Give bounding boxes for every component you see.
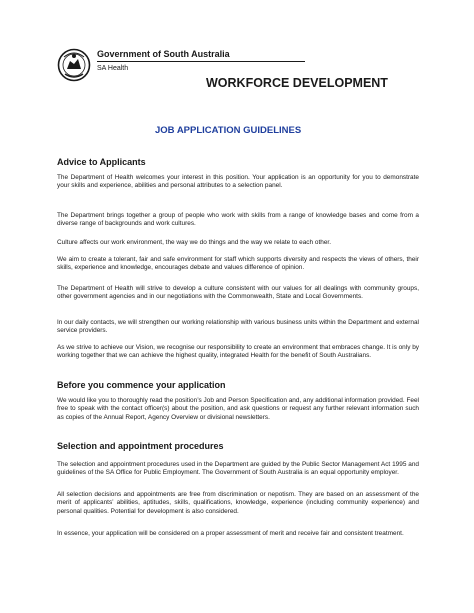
coat-of-arms-icon [57, 47, 91, 83]
paragraph: The Department of Health welcomes your interest in this position. Your application is an opportunity for you to demonstrate your skills and experience, abilities and personal attributes to a selection panel. [57, 174, 419, 190]
paragraph: The selection and appointment procedures used in the Department are guided by the Public Sector Management Act 1995 and guidelines of the SA Office for Public Employment. The Government of South Australia is an equal opportunity employer. [57, 461, 419, 477]
paragraph: All selection decisions and appointments are free from discrimination or nepotism. They are based on an assessment of the merit of applicants’ abilities, aptitudes, skills, qualifications, knowledge, experience (including community experience) and personal qualities. Potential for development is also considered. [57, 491, 419, 515]
section-heading-before: Before you commence your application [57, 380, 226, 390]
paragraph: We would like you to thoroughly read the position’s Job and Person Specification and, any additional information provided. Feel free to speak with the contact officer(s) about the position, and ask questions or request any further relevant information such as copies of the Annual Report, Agency Overview or divisional newsletters. [57, 397, 419, 421]
document-title: WORKFORCE DEVELOPMENT [206, 76, 388, 90]
paragraph: In essence, your application will be considered on a proper assessment of merit and receive fair and consistent treatment. [57, 530, 404, 537]
org-subname: SA Health [97, 65, 129, 72]
paragraph: The Department brings together a group of people who work with skills from a range of knowledge bases and come from a diverse range of backgrounds and work cultures. [57, 212, 419, 228]
section-heading-selection: Selection and appointment procedures [57, 441, 224, 451]
paragraph: As we strive to achieve our Vision, we recognise our responsibility to create an environment that embraces change. It is only by working together that we can achieve the highest quality, integrated Health for the benefit of South Australians. [57, 344, 419, 360]
document-subtitle: JOB APPLICATION GUIDELINES [155, 125, 302, 136]
paragraph: We aim to create a tolerant, fair and safe environment for staff which supports diversity and respects the views of others, their skills, experience and knowledge, encourages debate and values difference of opinion. [57, 256, 419, 272]
paragraph: The Department of Health will strive to develop a culture consistent with our values for all dealings with community groups, other government agencies and in our negotiations with the Commonwealth, State and Local Governments. [57, 285, 419, 301]
paragraph: Culture affects our work environment, the way we do things and the way we relate to each other. [57, 239, 331, 246]
section-heading-advice: Advice to Applicants [57, 157, 146, 167]
paragraph: In our daily contacts, we will strengthen our working relationship with various business units within the Department and external service providers. [57, 319, 419, 335]
logo-divider [97, 61, 305, 62]
org-name: Government of South Australia [97, 49, 230, 59]
